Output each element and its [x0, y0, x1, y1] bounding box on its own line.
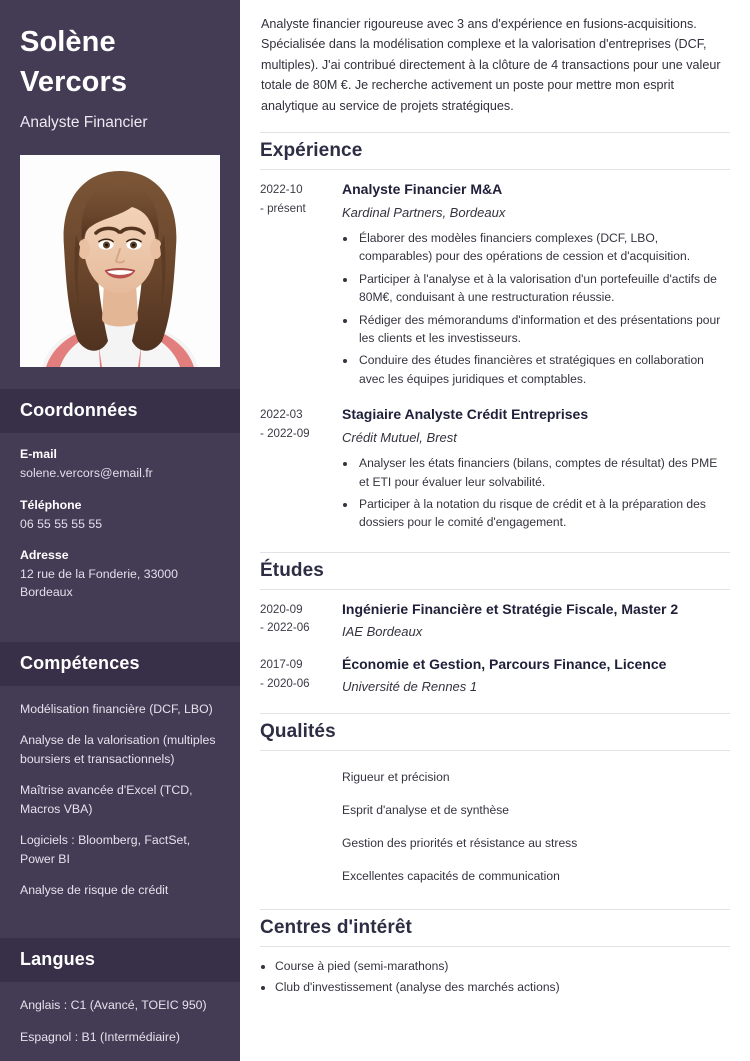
- sidebar-heading-coordonnees: Coordonnées: [20, 400, 138, 421]
- list-item: Anglais : C1 (Avancé, TOEIC 950): [20, 998, 207, 1013]
- candidate-name: [20, 22, 220, 102]
- qualities-gutter: [260, 860, 342, 893]
- quality-text: Rigueur et précision: [342, 769, 450, 784]
- entry-date-end: - 2020-06: [260, 676, 310, 690]
- list-item: • Club d'investissement (analyse des marchés actions): [275, 978, 730, 997]
- list-item: [260, 827, 730, 860]
- list-item: Analyse de la valorisation (multiples boursiers et transactionnels): [20, 733, 216, 766]
- contact-value-address: 12 rue de la Fonderie, 33000 Bordeaux: [20, 567, 178, 599]
- list-item: • Analyser les états financiers (bilans, comptes de résultat) des PME et ETI pour évaluer leur solvabilité.: [357, 454, 730, 491]
- entry-organisation: Crédit Mutuel, Brest: [342, 429, 457, 445]
- sidebar-section-header: [0, 389, 240, 433]
- list-item: Modélisation financière (DCF, LBO): [20, 701, 213, 716]
- entry-date-end: - présent: [260, 201, 306, 215]
- experience-entry: [260, 405, 730, 536]
- list-item: Analyse de risque de crédit: [20, 883, 169, 898]
- entry-date-start: 2022-03: [260, 408, 303, 422]
- list-item: Logiciels : Bloomberg, FactSet, Power BI: [20, 833, 191, 866]
- entry-body: [342, 180, 730, 392]
- entry-role: Analyste Financier M&A: [342, 180, 503, 197]
- sidebar-section-coordonnees: [0, 389, 240, 620]
- entry-bullet-list: [342, 454, 730, 532]
- education-entry: [260, 655, 730, 697]
- entry-body: [342, 600, 730, 642]
- skills-list: [20, 700, 220, 900]
- contact-value-email[interactable]: solene.vercors@email.fr: [20, 466, 153, 481]
- identity-block: [0, 0, 240, 139]
- avatar: [20, 155, 220, 367]
- entry-date-range: [260, 180, 342, 392]
- entry-date-start: 2017-09: [260, 657, 303, 671]
- section-title-bar: [260, 132, 730, 170]
- list-item: • Conduire des études financières et stratégiques en collaboration avec les équipes juridiques et comptables.: [357, 351, 730, 388]
- entry-date-end: - 2022-09: [260, 426, 310, 440]
- entry-body: [342, 405, 730, 536]
- contact-label-phone: Téléphone: [20, 497, 82, 512]
- section-education: [260, 552, 730, 697]
- entry-date-start: 2022-10: [260, 182, 303, 196]
- quality-text: Excellentes capacités de communication: [342, 869, 560, 884]
- section-heading-interests: Centres d'intérêt: [260, 917, 412, 939]
- main-content: [240, 0, 750, 1061]
- contact-item-address: [20, 548, 220, 601]
- languages-body: [0, 982, 240, 1061]
- candidate-last-name: Vercors: [20, 66, 128, 99]
- entry-date-start: 2020-09: [260, 602, 303, 616]
- sidebar-section-langues: [0, 938, 240, 1061]
- entry-institution: Université de Rennes 1: [342, 679, 478, 695]
- list-item: [260, 794, 730, 827]
- entry-organisation: Kardinal Partners, Bordeaux: [342, 204, 506, 220]
- list-item: Espagnol : B1 (Intermédiaire): [20, 1029, 180, 1044]
- entry-date-range: [260, 655, 342, 697]
- sidebar: [0, 0, 240, 1061]
- entry-role: Stagiaire Analyste Crédit Entreprises: [342, 406, 589, 423]
- quality-text: Esprit d'analyse et de synthèse: [342, 802, 510, 817]
- section-heading-qualities: Qualités: [260, 720, 336, 742]
- contact-list: [0, 433, 240, 620]
- entry-degree: Ingénierie Financière et Stratégie Fiscale, Master 2: [342, 600, 679, 617]
- contact-value-phone[interactable]: 06 55 55 55 55: [20, 516, 103, 531]
- list-item: [260, 860, 730, 893]
- list-item: [260, 761, 730, 794]
- sidebar-section-header: [0, 938, 240, 982]
- list-item: • Participer à la notation du risque de crédit et à la préparation des dossiers pour le comité d'engagement.: [357, 495, 730, 532]
- languages-list: [20, 996, 220, 1046]
- sidebar-section-header: [0, 642, 240, 686]
- interests-list: [260, 957, 730, 996]
- entry-degree: Économie et Gestion, Parcours Finance, Licence: [342, 655, 667, 672]
- skills-body: [0, 686, 240, 917]
- list-item: Maîtrise avancée d'Excel (TCD, Macros VBA): [20, 783, 193, 816]
- section-heading-experience: Expérience: [260, 139, 363, 161]
- contact-item-email: [20, 447, 220, 482]
- contact-label-email: E-mail: [20, 447, 57, 462]
- candidate-job-title: Analyste Financier: [20, 114, 148, 132]
- list-item: • Rédiger des mémorandums d'information et des présentations pour les clients et les investisseurs.: [357, 311, 730, 348]
- portrait-photo-icon: [20, 155, 220, 367]
- section-title-bar: [260, 909, 730, 947]
- section-heading-education: Études: [260, 559, 324, 581]
- entry-institution: IAE Bordeaux: [342, 624, 423, 640]
- profile-summary: Analyste financier rigoureuse avec 3 ans d'expérience en fusions-acquisitions. Spécialisée dans la modélisation complexe et la valorisation d'entreprises (DCF, multiples). J'ai contribué directement à la clôture de 4 transactions pour une valeur totale de 80M €. Je recherche activement un poste pour mettre mon esprit analytique au service de projets stratégiques.: [261, 17, 721, 113]
- contact-item-phone: [20, 498, 220, 533]
- section-experience: [260, 132, 730, 536]
- sidebar-heading-langues: Langues: [20, 949, 96, 970]
- qualities-gutter: [260, 827, 342, 860]
- entry-date-range: [260, 405, 342, 536]
- contact-label-address: Adresse: [20, 548, 69, 563]
- sidebar-heading-competences: Compétences: [20, 652, 140, 673]
- list-item: • Course à pied (semi-marathons): [275, 957, 730, 976]
- qualities-gutter: [260, 794, 342, 827]
- candidate-first-name: Solène: [20, 26, 116, 58]
- education-entry: [260, 600, 730, 642]
- experience-entry: [260, 180, 730, 392]
- entry-date-range: [260, 600, 342, 642]
- qualities-list: [260, 761, 730, 894]
- section-title-bar: [260, 552, 730, 590]
- section-interests: [260, 909, 730, 996]
- list-item: • Participer à l'analyse et à la valorisation d'un portefeuille d'actifs de 80M€, conduisant à une restructuration réussie.: [357, 270, 730, 307]
- quality-text: Gestion des priorités et résistance au stress: [342, 836, 578, 851]
- list-item: • Élaborer des modèles financiers complexes (DCF, LBO, comparables) pour des opérations de cession et d'acquisition.: [357, 229, 730, 266]
- section-qualities: [260, 713, 730, 894]
- entry-bullet-list: [342, 229, 730, 388]
- entry-body: [342, 655, 730, 697]
- section-title-bar: [260, 713, 730, 751]
- entry-date-end: - 2022-06: [260, 621, 310, 635]
- sidebar-section-competences: [0, 642, 240, 917]
- qualities-gutter: [260, 761, 342, 794]
